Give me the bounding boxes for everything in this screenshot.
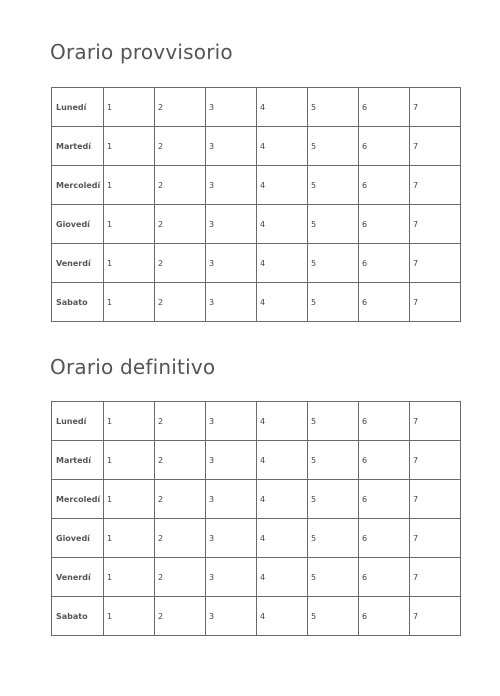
day-label: Venerdí [52,558,104,597]
period-cell: 7 [410,558,461,597]
period-cell: 2 [155,283,206,322]
period-cell: 1 [104,480,155,519]
period-cell: 1 [104,88,155,127]
period-cell: 7 [410,244,461,283]
period-cell: 1 [104,244,155,283]
timetable-row [52,402,461,441]
period-cell: 4 [257,127,308,166]
period-cell: 1 [104,127,155,166]
day-label: Mercoledí [52,480,104,519]
period-cell: 5 [308,244,359,283]
period-cell: 6 [359,244,410,283]
period-cell: 2 [155,519,206,558]
period-cell: 7 [410,283,461,322]
period-cell: 3 [206,205,257,244]
timetable-row [52,480,461,519]
day-label: Lunedí [52,88,104,127]
period-cell: 6 [359,127,410,166]
period-cell: 4 [257,205,308,244]
day-label: Martedí [52,441,104,480]
period-cell: 5 [308,88,359,127]
period-cell: 6 [359,88,410,127]
timetable-row [52,441,461,480]
period-cell: 2 [155,597,206,636]
timetable-row [52,244,461,283]
period-cell: 1 [104,283,155,322]
period-cell: 4 [257,519,308,558]
period-cell: 2 [155,205,206,244]
period-cell: 1 [104,205,155,244]
period-cell: 5 [308,166,359,205]
period-cell: 7 [410,166,461,205]
period-cell: 3 [206,283,257,322]
period-cell: 2 [155,480,206,519]
day-label: Sabato [52,283,104,322]
period-cell: 2 [155,402,206,441]
timetable-row [52,127,461,166]
period-cell: 5 [308,597,359,636]
timetable-row [52,283,461,322]
period-cell: 6 [359,597,410,636]
period-cell: 5 [308,480,359,519]
period-cell: 6 [359,441,410,480]
period-cell: 2 [155,166,206,205]
period-cell: 4 [257,166,308,205]
period-cell: 6 [359,558,410,597]
day-label: Venerdí [52,244,104,283]
period-cell: 5 [308,283,359,322]
period-cell: 5 [308,402,359,441]
period-cell: 1 [104,519,155,558]
timetable-row [52,205,461,244]
period-cell: 2 [155,441,206,480]
period-cell: 5 [308,441,359,480]
day-label: Giovedí [52,519,104,558]
period-cell: 6 [359,205,410,244]
period-cell: 1 [104,558,155,597]
period-cell: 6 [359,519,410,558]
period-cell: 3 [206,597,257,636]
period-cell: 3 [206,519,257,558]
period-cell: 4 [257,558,308,597]
period-cell: 7 [410,402,461,441]
period-cell: 5 [308,127,359,166]
period-cell: 5 [308,519,359,558]
provisional-timetable-title: Orario provvisorio [50,40,233,64]
period-cell: 1 [104,166,155,205]
period-cell: 4 [257,441,308,480]
day-label: Mercoledí [52,166,104,205]
period-cell: 1 [104,441,155,480]
period-cell: 7 [410,519,461,558]
timetable-row [52,597,461,636]
period-cell: 2 [155,244,206,283]
period-cell: 4 [257,402,308,441]
period-cell: 7 [410,88,461,127]
period-cell: 4 [257,244,308,283]
period-cell: 3 [206,480,257,519]
period-cell: 6 [359,166,410,205]
period-cell: 7 [410,127,461,166]
period-cell: 3 [206,441,257,480]
period-cell: 4 [257,88,308,127]
day-label: Giovedí [52,205,104,244]
period-cell: 6 [359,402,410,441]
period-cell: 5 [308,205,359,244]
period-cell: 7 [410,480,461,519]
period-cell: 6 [359,283,410,322]
timetable-row [52,519,461,558]
period-cell: 6 [359,480,410,519]
day-label: Sabato [52,597,104,636]
period-cell: 7 [410,441,461,480]
period-cell: 2 [155,558,206,597]
day-label: Lunedí [52,402,104,441]
period-cell: 1 [104,597,155,636]
period-cell: 3 [206,88,257,127]
period-cell: 3 [206,127,257,166]
period-cell: 7 [410,205,461,244]
period-cell: 4 [257,480,308,519]
definitive-timetable-title: Orario definitivo [50,355,216,379]
period-cell: 1 [104,402,155,441]
period-cell: 3 [206,166,257,205]
timetable-row [52,558,461,597]
period-cell: 3 [206,402,257,441]
period-cell: 4 [257,597,308,636]
day-label: Martedí [52,127,104,166]
definitive-timetable [51,401,461,636]
period-cell: 7 [410,597,461,636]
period-cell: 2 [155,88,206,127]
period-cell: 3 [206,244,257,283]
provisional-timetable [51,87,461,322]
period-cell: 5 [308,558,359,597]
timetable-row [52,166,461,205]
timetable-row [52,88,461,127]
period-cell: 2 [155,127,206,166]
period-cell: 4 [257,283,308,322]
period-cell: 3 [206,558,257,597]
